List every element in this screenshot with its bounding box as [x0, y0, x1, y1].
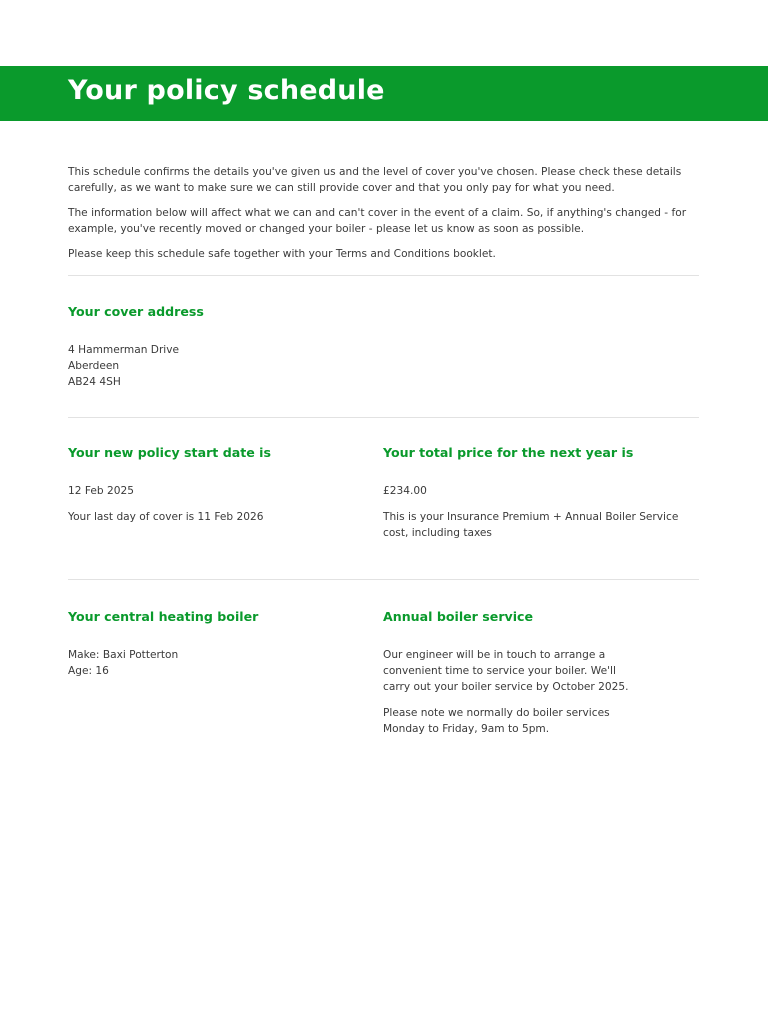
start-date-section [68, 483, 358, 535]
service-paragraph-2: Please note we normally do boiler services Monday to Friday, 9am to 5pm. [383, 707, 610, 735]
divider [68, 275, 699, 276]
cover-address-heading: Your cover address [68, 304, 204, 319]
divider [68, 579, 699, 580]
intro-section [68, 164, 700, 271]
cover-address [68, 342, 368, 390]
address-postcode: AB24 4SH [68, 376, 121, 388]
page-title: Your policy schedule [68, 75, 385, 106]
boiler-heading: Your central heating boiler [68, 609, 259, 624]
header-banner [0, 66, 768, 121]
address-line-2: Aberdeen [68, 360, 120, 372]
start-date-value: 12 Feb 2025 [68, 485, 134, 497]
service-heading: Annual boiler service [383, 609, 534, 624]
total-price-heading: Your total price for the next year is [383, 445, 634, 460]
total-price-note: This is your Insurance Premium + Annual Boiler Service cost, including taxes [383, 511, 679, 539]
start-date-heading: Your new policy start date is [68, 445, 271, 460]
boiler-make: Make: Baxi Potterton [68, 649, 179, 661]
total-price-section [383, 483, 699, 551]
total-price-value: £234.00 [383, 485, 427, 497]
intro-paragraph-2: The information below will affect what we can and can't cover in the event of a claim. So, if anything's changed - for example, you've recently moved or changed your boiler - please let us know as soon as possible. [68, 207, 687, 235]
last-day-of-cover: Your last day of cover is 11 Feb 2026 [68, 511, 264, 523]
boiler-details [68, 647, 358, 679]
boiler-age: Age: 16 [68, 665, 109, 677]
divider [68, 417, 699, 418]
intro-paragraph-1: This schedule confirms the details you've given us and the level of cover you've chosen. Please check these details carefully, as we want to make sure we can still provide cover and that you only pay for what you need. [68, 166, 682, 194]
service-paragraph-1: Our engineer will be in touch to arrange a convenient time to service your boiler. We'll carry out your boiler service by October 2025. [383, 649, 629, 693]
intro-paragraph-3: Please keep this schedule safe together with your Terms and Conditions booklet. [68, 248, 496, 260]
address-line-1: 4 Hammerman Drive [68, 344, 180, 356]
service-details [383, 647, 631, 747]
